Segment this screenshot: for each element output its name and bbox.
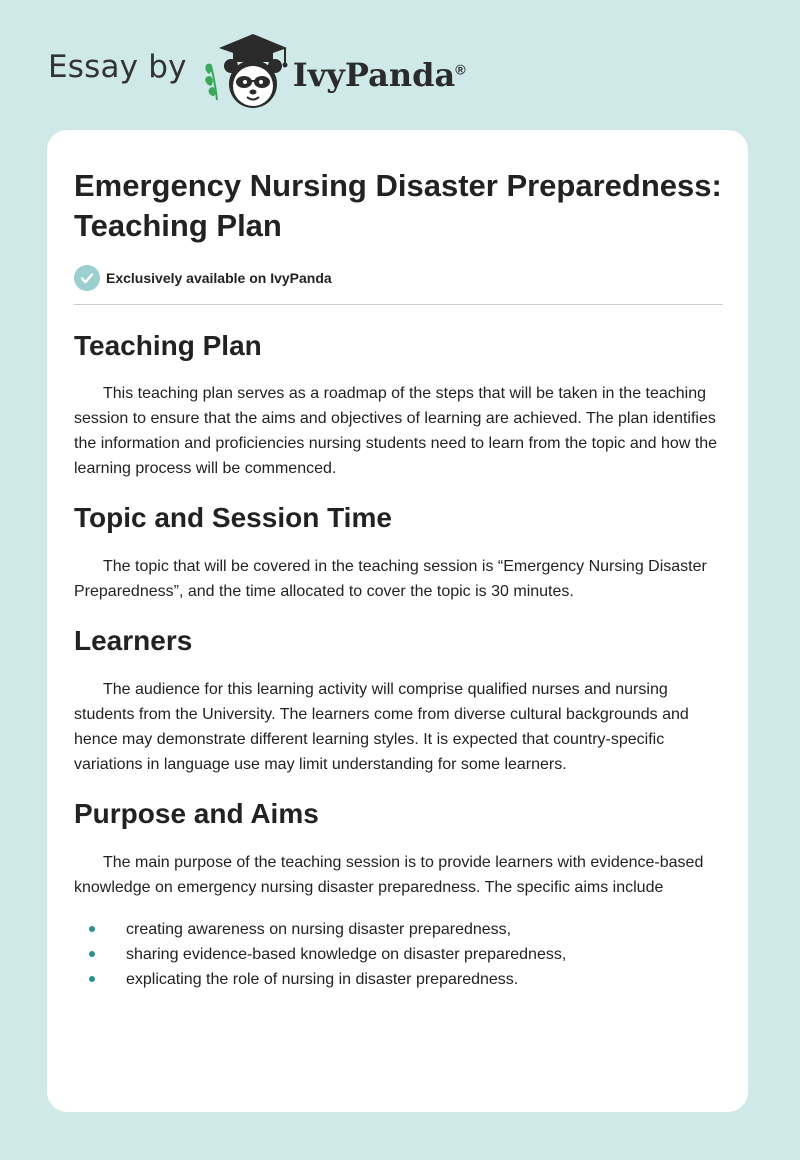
bullet-icon [89, 951, 95, 957]
page-title: Emergency Nursing Disaster Preparedness: Teaching Plan [74, 168, 722, 243]
section-heading-teaching-plan: Teaching Plan [74, 330, 262, 361]
section-heading-learners: Learners [74, 625, 193, 656]
section-paragraph-teaching-plan: This teaching plan serves as a roadmap of the steps that will be taken in the teaching session to ensure that the aims and objectives of learning are achieved. The plan identifies the information and proficiencies nursing students need to learn from the topic and how the learning process will be commenced. [74, 385, 718, 477]
essay-card [47, 130, 748, 1112]
list-item [74, 942, 723, 967]
aims-list [74, 917, 723, 992]
section-heading-topic-session-time: Topic and Session Time [74, 502, 392, 533]
panda-logo-icon[interactable] [201, 30, 293, 112]
section-paragraph-topic-session-time: The topic that will be covered in the teaching session is “Emergency Nursing Disaster Preparedness”, and the time allocated to cover the topic is 30 minutes. [74, 558, 707, 600]
section-heading-purpose-aims: Purpose and Aims [74, 798, 319, 829]
essay-content [74, 166, 723, 992]
bullet-icon [89, 976, 95, 982]
leaf-icon [205, 64, 217, 100]
list-item-text: explicating the role of nursing in disaster preparedness. [126, 971, 519, 988]
brand-text: IvyPanda [292, 56, 456, 94]
essay-by-label: Essay by [48, 49, 187, 85]
section-paragraph-purpose-aims: The main purpose of the teaching session is to provide learners with evidence-based knowledge on emergency nursing disaster preparedness. The specific aims include [74, 854, 704, 896]
site-header [48, 30, 466, 112]
divider [74, 304, 723, 305]
section-paragraph-learners: The audience for this learning activity will comprise qualified nurses and nursing students from the University. The learners come from diverse cultural backgrounds and hence may demonstrate different learning styles. It is expected that country-specific variations in language use may limit understanding for some learners. [74, 681, 689, 773]
panda-graduate-icon [201, 30, 293, 112]
exclusive-label: Exclusively available on IvyPanda [106, 270, 332, 286]
list-item-text: creating awareness on nursing disaster preparedness, [126, 921, 512, 938]
check-icon [74, 265, 100, 291]
bullet-icon [89, 926, 95, 932]
brand-name[interactable] [293, 56, 466, 94]
exclusive-badge [74, 264, 723, 292]
list-item-text: sharing evidence-based knowledge on disaster preparedness, [126, 946, 567, 963]
registered-mark: ® [455, 61, 466, 78]
list-item [74, 917, 723, 942]
list-item [74, 967, 723, 992]
